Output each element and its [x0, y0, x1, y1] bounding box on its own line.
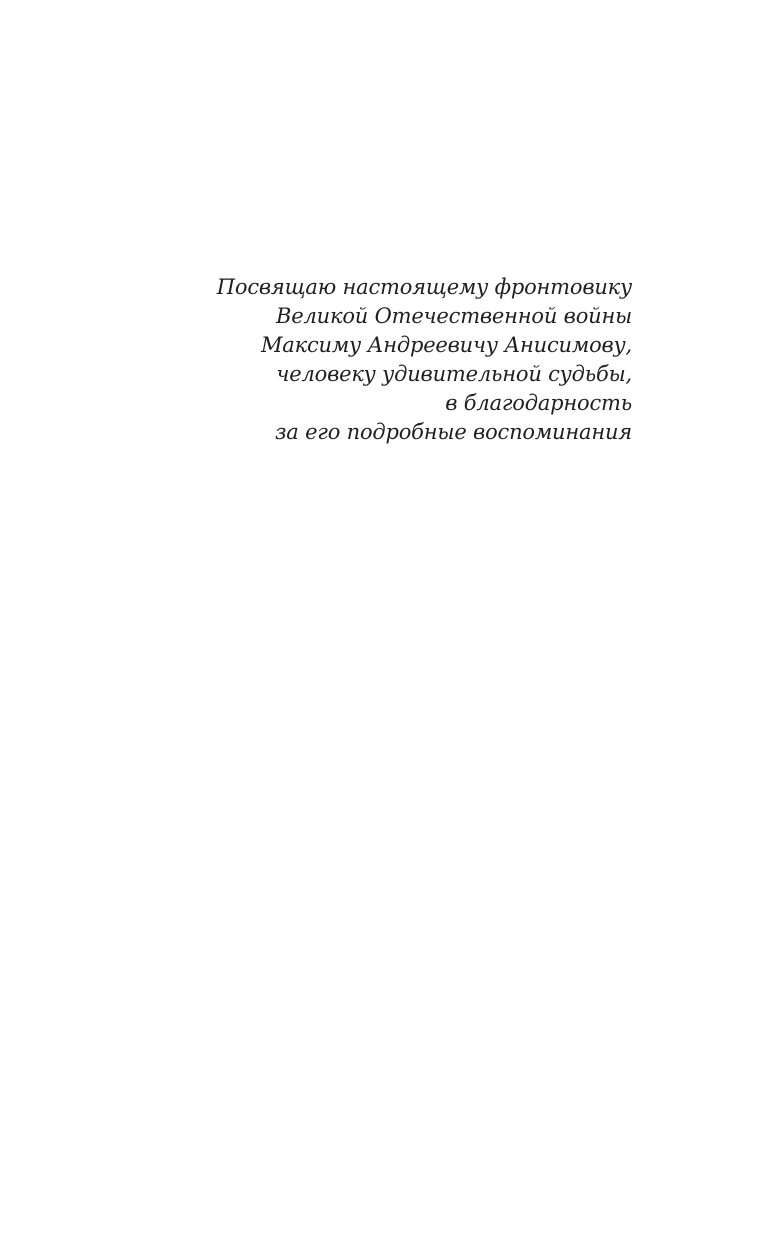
- dedication-line: за его подробные воспоминания: [275, 420, 632, 444]
- dedication-line: человеку удивительной судьбы,: [276, 362, 632, 386]
- dedication-line: Великой Отечественной войны: [276, 304, 632, 328]
- dedication-block: [112, 273, 632, 447]
- dedication-line: Посвящаю настоящему фронтовику: [216, 275, 632, 299]
- dedication-line: в благодарность: [445, 391, 632, 415]
- dedication-line: Максиму Андреевичу Анисимову,: [260, 333, 632, 357]
